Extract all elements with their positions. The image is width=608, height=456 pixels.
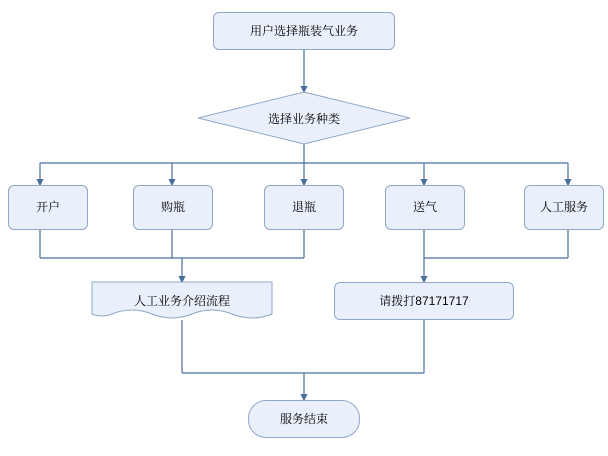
node-start-label: 用户选择瓶装气业务 bbox=[249, 23, 358, 38]
node-end[interactable] bbox=[248, 400, 360, 438]
node-option-songqi[interactable] bbox=[385, 185, 465, 230]
node-option-gouping[interactable] bbox=[133, 185, 213, 230]
node-decision-label: 选择业务种类 bbox=[267, 112, 340, 126]
node-manual-flow[interactable] bbox=[112, 292, 252, 309]
node-end-label: 服务结束 bbox=[279, 411, 328, 426]
node-phone-label: 请拨打87171717 bbox=[379, 293, 469, 308]
node-option-kaihu[interactable] bbox=[8, 185, 88, 230]
node-decision[interactable] bbox=[254, 110, 354, 127]
node-option-rengong-fuwu[interactable] bbox=[524, 185, 604, 230]
node-option-kaihu-label: 开户 bbox=[35, 200, 60, 215]
node-start[interactable] bbox=[213, 12, 395, 50]
node-option-tuiping-label: 退瓶 bbox=[291, 200, 316, 215]
node-phone[interactable] bbox=[334, 282, 514, 320]
node-manual-flow-label: 人工业务介绍流程 bbox=[133, 294, 230, 308]
node-option-rengong-fuwu-label: 人工服务 bbox=[539, 200, 588, 215]
node-option-tuiping[interactable] bbox=[264, 185, 344, 230]
node-option-gouping-label: 购瓶 bbox=[160, 200, 185, 215]
node-option-songqi-label: 送气 bbox=[412, 200, 437, 215]
